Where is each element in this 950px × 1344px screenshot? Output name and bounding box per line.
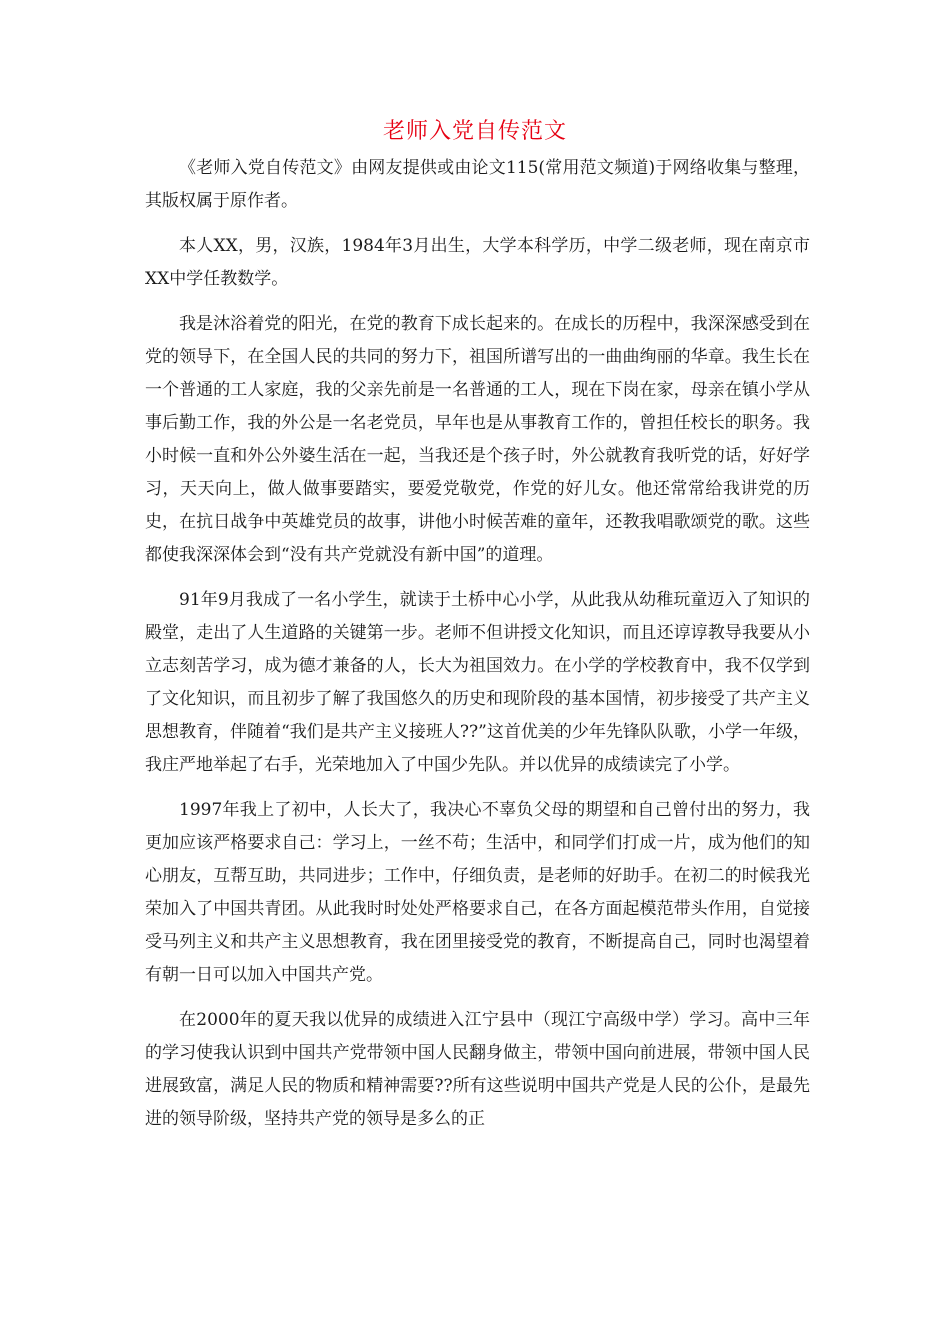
paragraph-middle-school: 1997年我上了初中，人长大了，我决心不辜负父母的期望和自己曾付出的努力，我更加应该严格要求自己：学习上，一丝不苟；生活中，和同学们打成一片，成为他们的知心朋友，互帮互助，共同进步；工作中，仔细负责，是老师的好助手。在初二的时候我光荣加入了中国共青团。从此我时时处处严格要求自己，在各方面起模范带头作用，自觉接受马列主义和共产主义思想教育，我在团里接受党的教育，不断提高自己，同时也渴望着有朝一日可以加入中国共产党。 — [145, 800, 810, 985]
paragraph-upbringing: 我是沐浴着党的阳光，在党的教育下成长起来的。在成长的历程中，我深深感受到在党的领导下，在全国人民的共同的努力下，祖国所谱写出的一曲曲绚丽的华章。我生长在一个普通的工人家庭，我的父亲先前是一名普通的工人，现在下岗在家，母亲在镇小学从事后勤工作，我的外公是一名老党员，早年也是从事教育工作的，曾担任校长的职务。我小时候一直和外公外婆生活在一起，当我还是个孩子时，外公就教育我听党的话，好好学习，天天向上，做人做事要踏实，要爱党敬党，作党的好儿女。他还常常给我讲党的历史，在抗日战争中英雄党员的故事，讲他小时候苦难的童年，还教我唱歌颂党的歌。这些都使我深深体会到“没有共产党就没有新中国”的道理。 — [145, 314, 810, 565]
paragraph-personal-info: 本人XX，男，汉族，1984年3月出生，大学本科学历，中学二级老师，现在南京市XX中学任教数学。 — [145, 236, 810, 289]
paragraph-high-school: 在2000年的夏天我以优异的成绩进入江宁县中（现江宁高级中学）学习。高中三年的学习使我认识到中国共产党带领中国人民翻身做主，带领中国向前进展，带领中国人民进展致富，满足人民的物质和精神需要??所有这些说明中国共产党是人民的公仆，是最先进的领导阶级，坚持共产党的领导是多么的正 — [145, 1010, 810, 1129]
document-body — [145, 152, 810, 1136]
paragraph-source-note: 《老师入党自传范文》由网友提供或由论文115(常用范文频道)于网络收集与整理，其版权属于原作者。 — [145, 158, 810, 211]
paragraph-primary-school: 91年9月我成了一名小学生，就读于土桥中心小学，从此我从幼稚玩童迈入了知识的殿堂，走出了人生道路的关键第一步。老师不但讲授文化知识，而且还谆谆教导我要从小立志刻苦学习，成为德才兼备的人，长大为祖国效力。在小学的学校教育中，我不仅学到了文化知识，而且初步了解了我国悠久的历史和现阶段的基本国情，初步接受了共产主义思想教育，伴随着“我们是共产主义接班人??”这首优美的少年先锋队队歌，小学一年级，我庄严地举起了右手，光荣地加入了中国少先队。并以优异的成绩读完了小学。 — [145, 590, 810, 775]
document-title: 老师入党自传范文 — [382, 119, 567, 144]
